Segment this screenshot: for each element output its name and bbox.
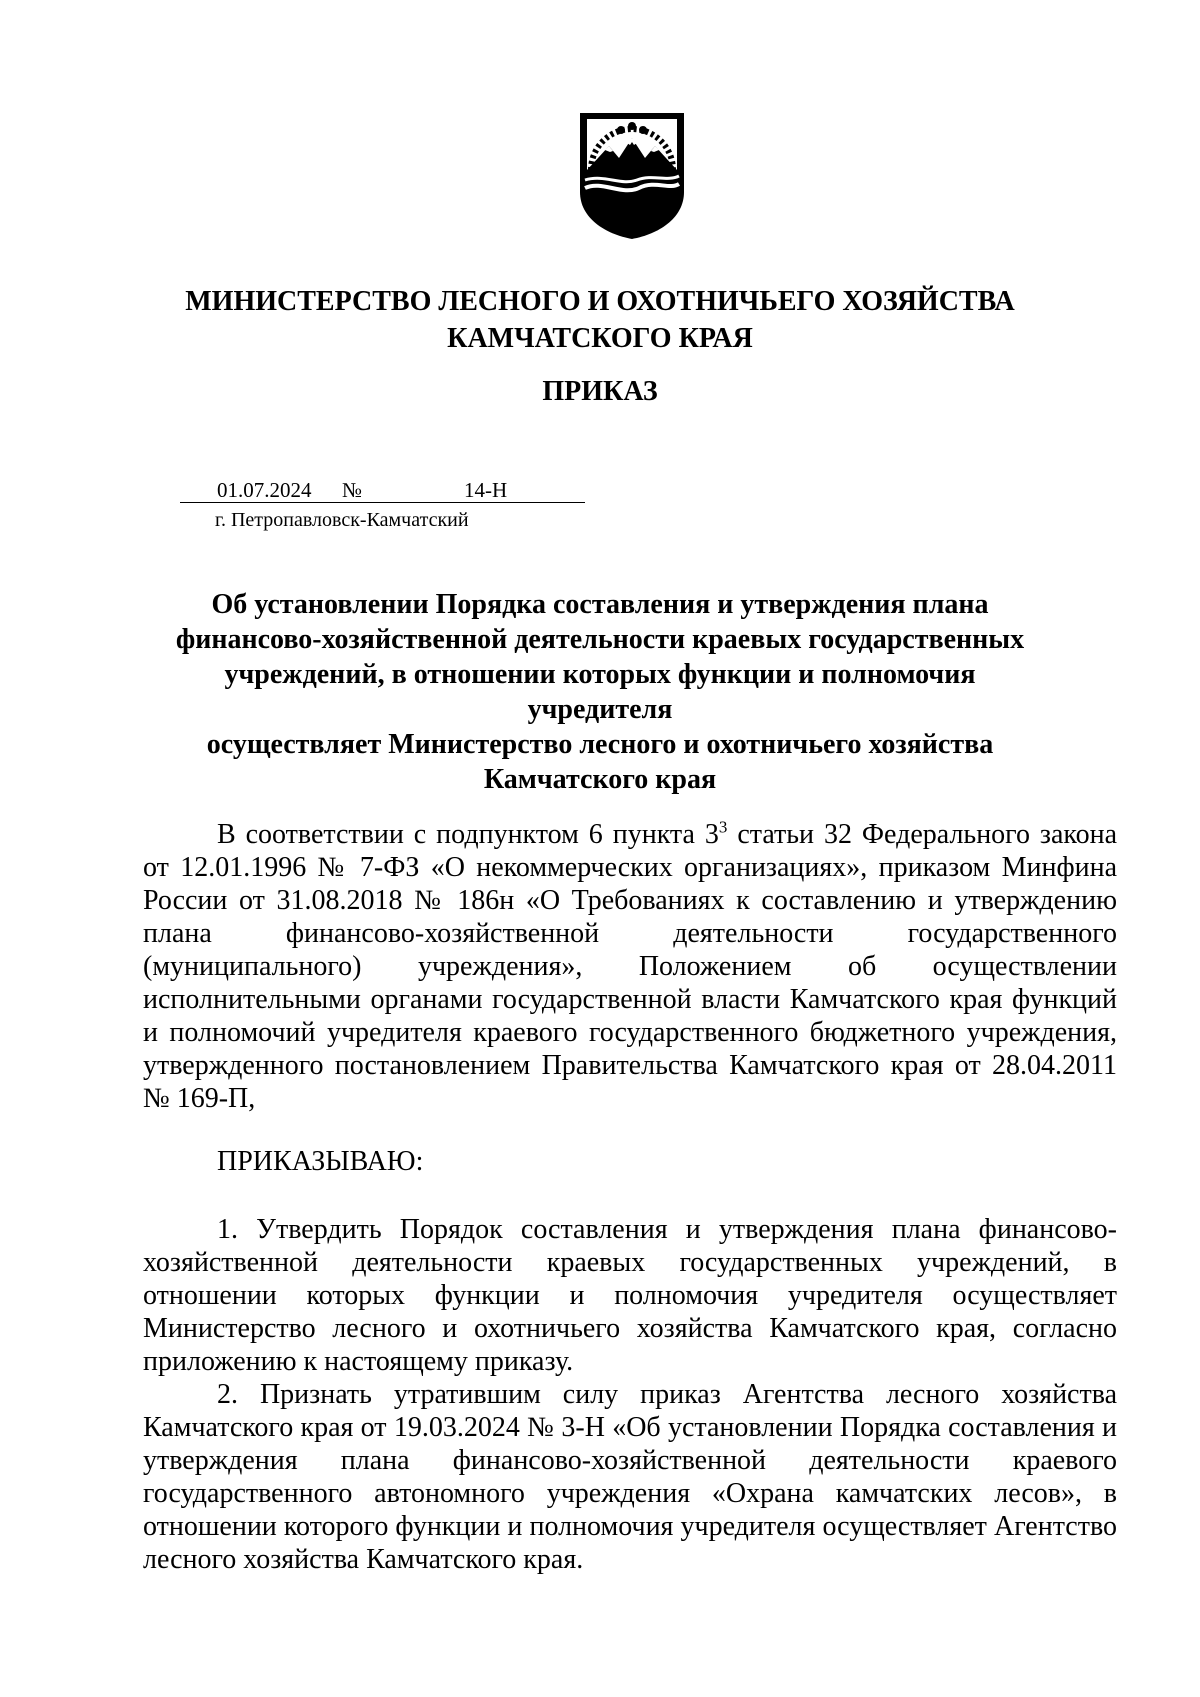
city-name: г. Петропавловск-Камчатский (215, 509, 469, 531)
subject-line3: учреждений, в отношении которых функции и полномочия учредителя (224, 659, 976, 725)
order-word: ПРИКАЗЫВАЮ: (217, 1146, 424, 1177)
document-number: 14-Н (464, 478, 508, 502)
subject-line4: осуществляет Министерство лесного и охотничьего хозяйства (206, 729, 994, 760)
subject-line1: Об установлении Порядка составления и утверждения плана (211, 589, 989, 620)
document-type: ПРИКАЗ (542, 376, 658, 407)
number-sign: № (342, 478, 363, 502)
preamble-part2: статьи 32 Федерального закона от 12.01.1996 № 7-ФЗ «О некоммерческих организациях», приказом Минфина России от 31.08.2018 № 186н «О Требованиях к составлению и утверждению плана финансово-хозяйственной деятельности государственного (муниципального) учреждения», Положением об осуществлении исполнительными органами государственной власти Камчатского края функций и полномочий учредителя краевого государственного бюджетного учреждения, утвержденного постановлением Правительства Камчатского края от 28.04.2011 № 169-П, (143, 819, 1118, 1114)
requisites-line (180, 478, 585, 503)
coat-of-arms-emblem (577, 110, 687, 241)
preamble-part1: В соответствии с подпунктом 6 пункта 3 (217, 819, 719, 850)
subject-line2: финансово-хозяйственной деятельности краевых государственных (175, 624, 1025, 655)
document-subject (150, 587, 1050, 797)
preamble-paragraph (143, 818, 1117, 1115)
document-body (143, 818, 1117, 1576)
ministry-name (0, 283, 1200, 357)
ministry-name-line1: МИНИСТЕРСТВО ЛЕСНОГО И ОХОТНИЧЬЕГО ХОЗЯЙСТВА (185, 286, 1015, 317)
document-date: 01.07.2024 (217, 478, 312, 502)
ministry-name-line2: КАМЧАТСКОГО КРАЯ (447, 323, 753, 354)
order-item-2: 2. Признать утратившим силу приказ Агентства лесного хозяйства Камчатского края от 19.03.2024 № 3-Н «Об установлении Порядка составления и утверждения плана финансово-хозяйственной деятельности краевого государственного автономного учреждения «Охрана камчатских лесов», в отношении которого функции и полномочия учредителя осуществляет Агентство лесного хозяйства Камчатского края. (143, 1379, 1117, 1575)
subject-line5: Камчатского края (483, 764, 717, 795)
preamble-superscript: 3 (718, 817, 728, 837)
order-item-1: 1. Утвердить Порядок составления и утверждения плана финансово-хозяйственной деятельности краевых государственных учреждений, в отношении которых функции и полномочия учредителя осуществляет Министерство лесного и охотничьего хозяйства Камчатского края, согласно приложению к настоящему приказу. (143, 1214, 1117, 1377)
